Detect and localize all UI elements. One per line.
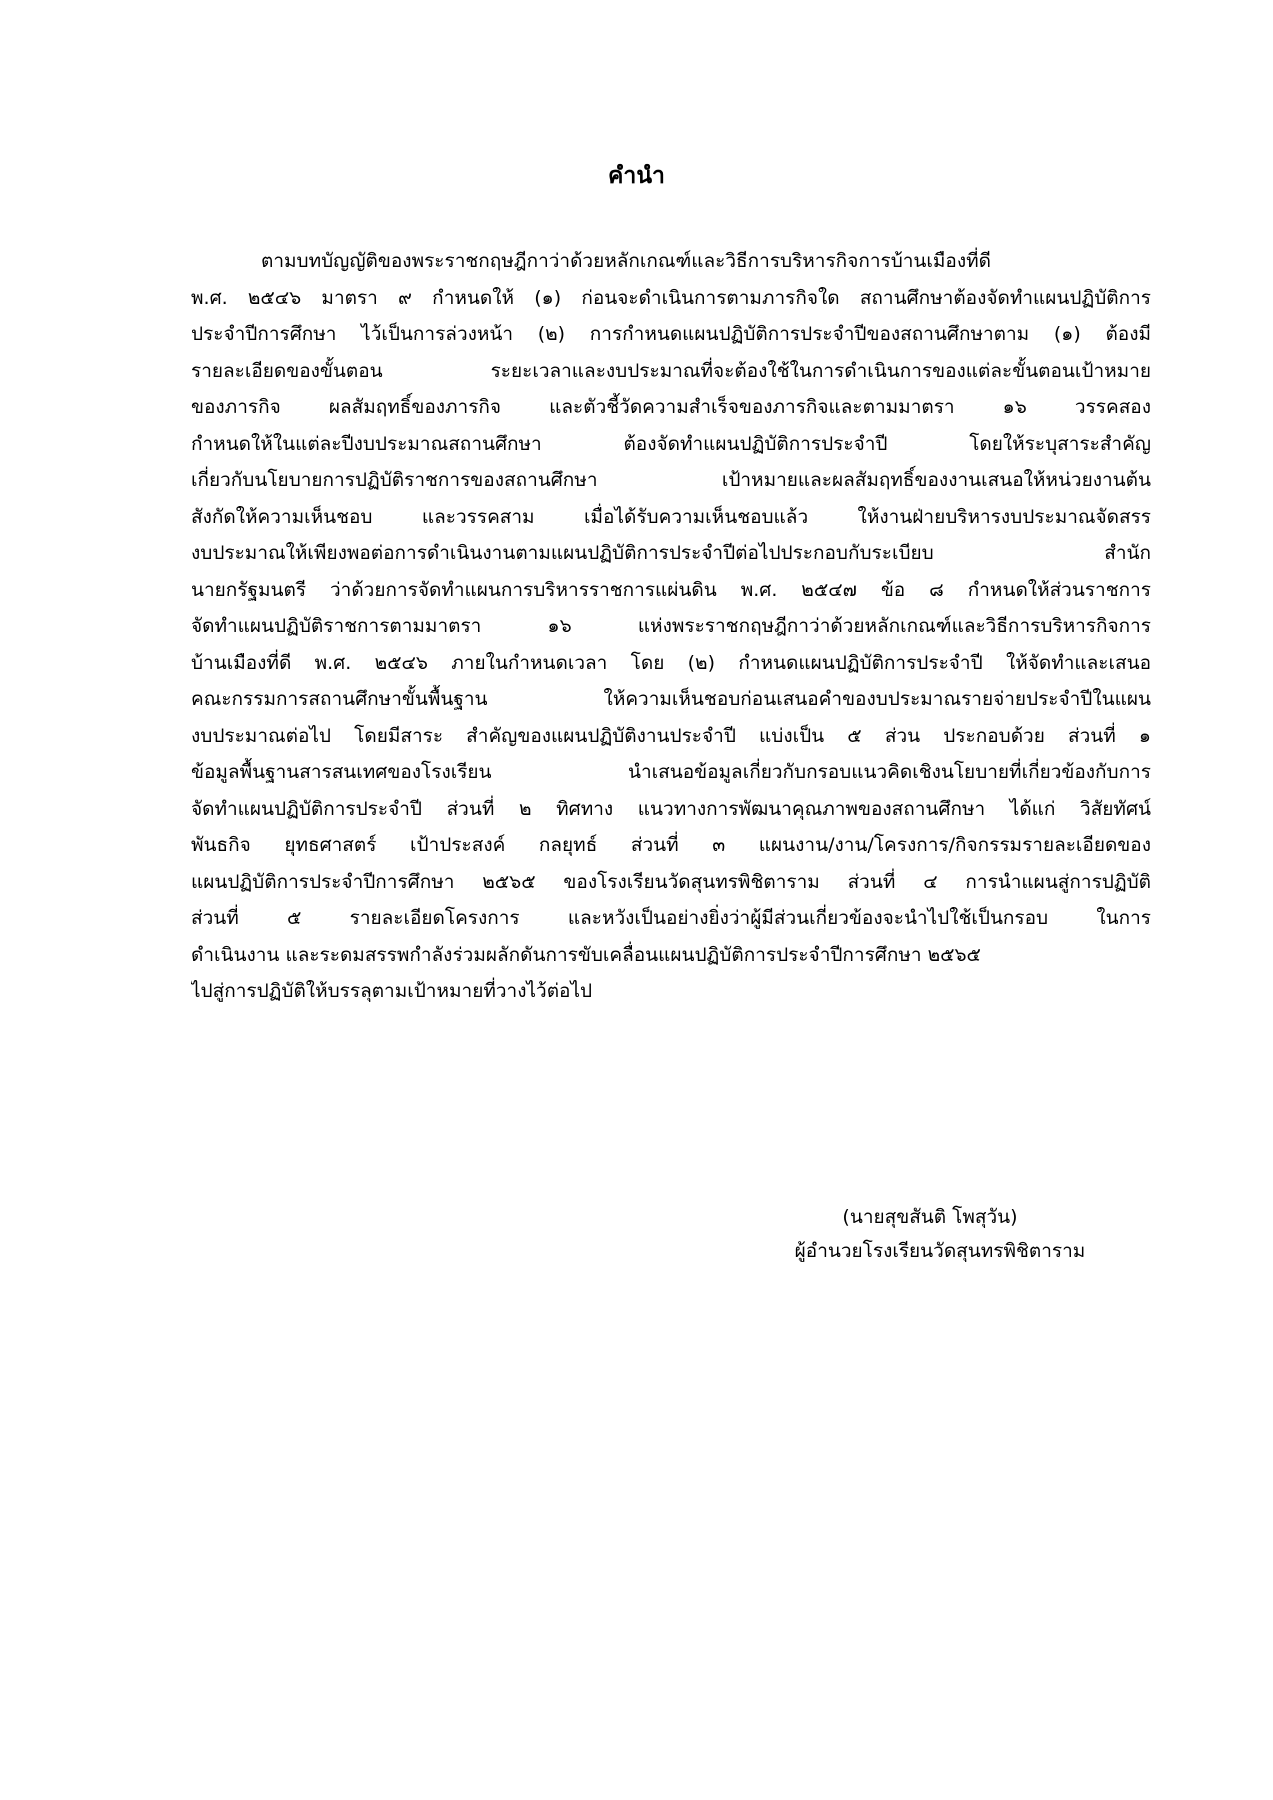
paragraph-line: พันธกิจ ยุทธศาสตร์ เป้าประสงค์ กลยุทธ์ ส่วนที่ ๓ แผนงาน/งาน/โครงการ/กิจกรรมรายละเอียดของ [191,834,1151,856]
paragraph-line: ไปสู่การปฏิบัติให้บรรลุตามเป้าหมายที่วางไว้ต่อไป [191,980,593,1002]
paragraph-line: งบประมาณต่อไป โดยมีสาระ สำคัญของแผนปฏิบัติงานประจำปี แบ่งเป็น ๕ ส่วน ประกอบด้วย ส่วนที่ ๑ [191,724,1151,747]
paragraph-line: บ้านเมืองที่ดี พ.ศ. ๒๕๔๖ ภายในกำหนดเวลา โดย (๒) กำหนดแผนปฏิบัติการประจำปี ให้จัดทำและเสนอ [191,651,1151,674]
paragraph-line: ส่วนที่ ๕ รายละเอียดโครงการ และหวังเป็นอย่างยิ่งว่าผู้มีส่วนเกี่ยวข้องจะนำไปใช้เป็นกรอบ ในการ [191,907,1151,929]
paragraph-line: จัดทำแผนปฏิบัติการประจำปี ส่วนที่ ๒ ทิศทาง แนวทางการพัฒนาคุณภาพของสถานศึกษา ได้แก่ วิสัยทัศน์ [191,797,1151,820]
paragraph-line: ข้อมูลพื้นฐานสารสนเทศของโรงเรียน นำเสนอข้อมูลเกี่ยวกับกรอบแนวคิดเชิงนโยบายที่เกี่ยวข้องกับการ [191,761,1151,783]
paragraph-line: ดำเนินงาน และระดมสรรพกำลังร่วมผลักดันการขับเคลื่อนแผนปฏิบัติการประจำปีการศึกษา ๒๕๖๕ [191,943,981,966]
paragraph-line: งบประมาณให้เพียงพอต่อการดำเนินงานตามแผนปฏิบัติการประจำปีต่อไปประกอบกับระเบียบ สำนัก [191,542,1151,564]
paragraph-line: รายละเอียดของขั้นตอน ระยะเวลาและงบประมาณที่จะต้องใช้ในการดำเนินการของแต่ละขั้นตอนเป้าหมาย [191,359,1151,382]
paragraph-line: แผนปฏิบัติการประจำปีการศึกษา ๒๕๖๕ ของโรงเรียนวัดสุนทรพิชิตาราม ส่วนที่ ๔ การนำแผนสู่การปฏิบัติ [191,870,1151,893]
paragraph-line: ตามบทบัญญัติของพระราชกฤษฎีกาว่าด้วยหลักเกณฑ์และวิธีการบริหารกิจการบ้านเมืองที่ดี [261,250,991,272]
page-title: คำนำ [608,163,665,189]
paragraph-line: พ.ศ. ๒๕๔๖ มาตรา ๙ กำหนดให้ (๑) ก่อนจะดำเนินการตามภารกิจใด สถานศึกษาต้องจัดทำแผนปฏิบัติการ [191,286,1151,309]
signature-block [770,1200,1110,1268]
paragraph-line: กำหนดให้ในแต่ละปีงบประมาณสถานศึกษา ต้องจัดทำแผนปฏิบัติการประจำปี โดยให้ระบุสาระสำคัญ [191,432,1151,455]
preface-paragraph [191,243,1151,1010]
paragraph-line: ของภารกิจ ผลสัมฤทธิ์ของภารกิจ และตัวชี้วัดความสำเร็จของภารกิจและตามมาตรา ๑๖ วรรคสอง [191,396,1151,418]
paragraph-line: เกี่ยวกับนโยบายการปฏิบัติราชการของสถานศึกษา เป้าหมายและผลสัมฤทธิ์ของงานเสนอให้หน่วยงานต้น [191,469,1151,491]
signer-name: (นายสุขสันติ โพสุวัน) [842,1206,1018,1228]
paragraph-line: จัดทำแผนปฏิบัติราชการตามมาตรา ๑๖ แห่งพระราชกฤษฎีกาว่าด้วยหลักเกณฑ์และวิธีการบริหารกิจการ [191,615,1151,637]
paragraph-line: นายกรัฐมนตรี ว่าด้วยการจัดทำแผนการบริหารราชการแผ่นดิน พ.ศ. ๒๕๔๗ ข้อ ๘ กำหนดให้ส่วนราชการ [191,578,1151,601]
paragraph-line: สังกัดให้ความเห็นชอบ และวรรคสาม เมื่อได้รับความเห็นชอบแล้ว ให้งานฝ่ายบริหารงบประมาณจัดสรร [191,505,1151,528]
signer-position: ผู้อำนวยโรงเรียนวัดสุนทรพิชิตาราม [794,1240,1086,1262]
paragraph-line: ประจำปีการศึกษา ไว้เป็นการล่วงหน้า (๒) การกำหนดแผนปฏิบัติการประจำปีของสถานศึกษาตาม (๑) ต้องมี [191,323,1151,345]
paragraph-line: คณะกรรมการสถานศึกษาขั้นพื้นฐาน ให้ความเห็นชอบก่อนเสนอคำของบประมาณรายจ่ายประจำปีในแผน [191,688,1151,710]
